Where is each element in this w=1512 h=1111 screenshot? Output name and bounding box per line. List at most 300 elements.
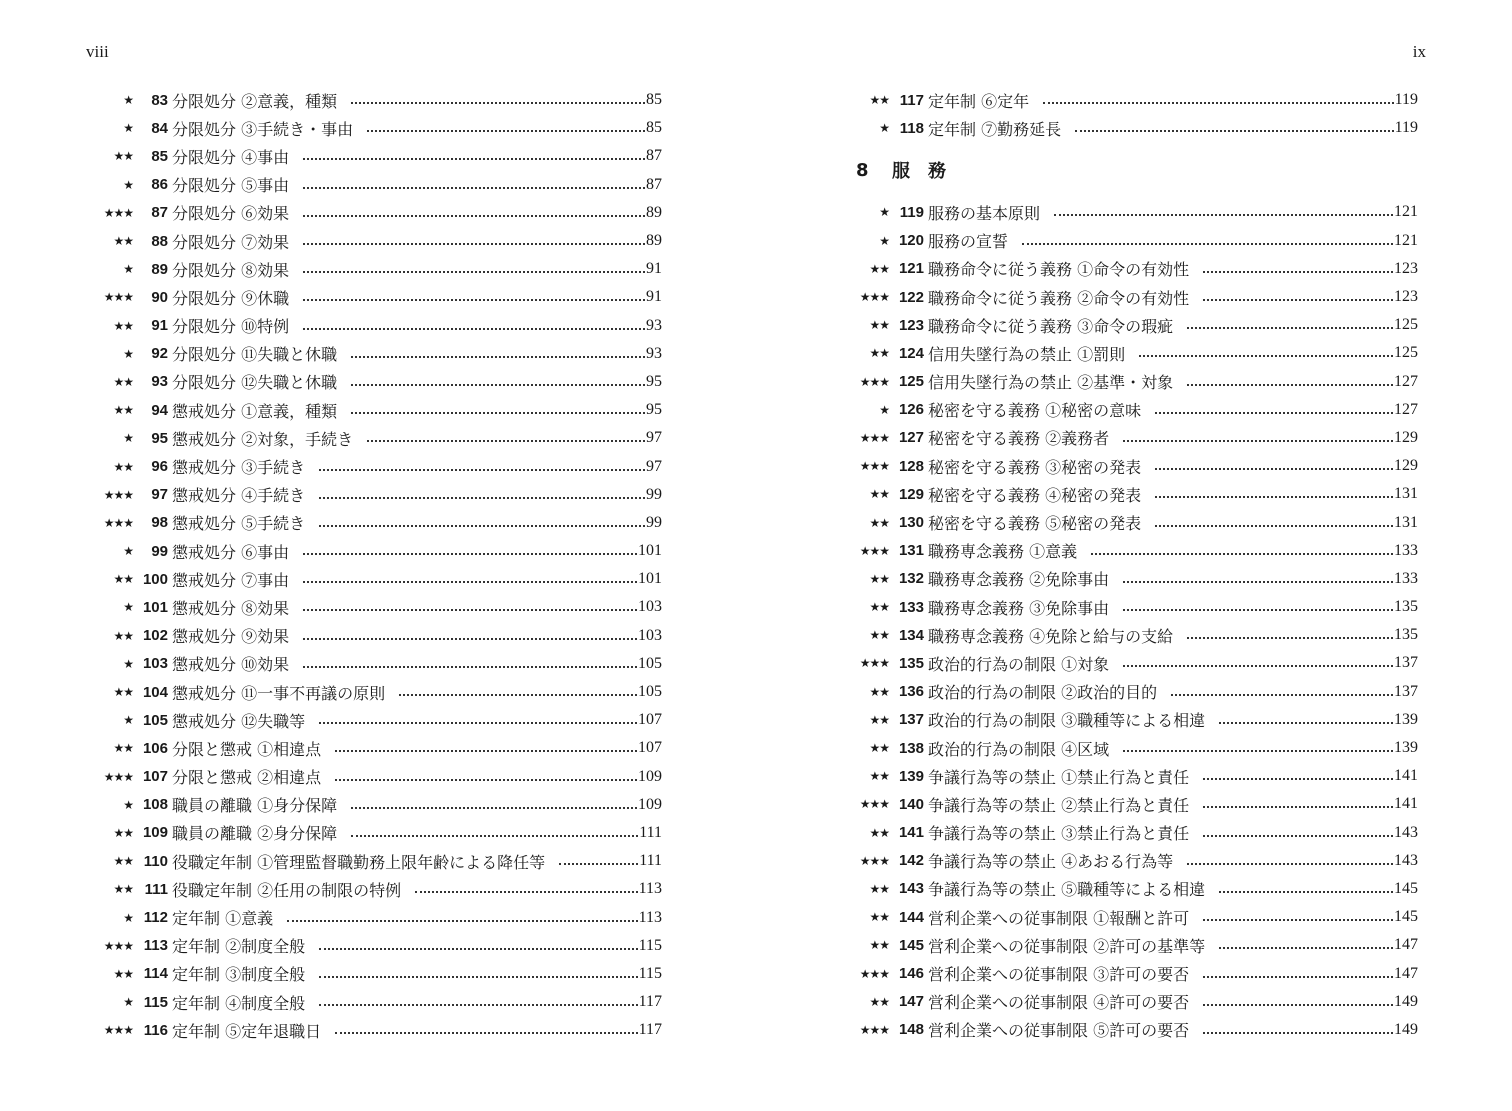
importance-stars: ★★ <box>869 261 889 276</box>
entry-page-number: 127 <box>1394 400 1418 418</box>
entry-page-number: 119 <box>1394 91 1418 109</box>
entry-title: 職務命令に従う義務 ②命令の有効性 <box>928 288 1190 308</box>
toc-entry[interactable] <box>96 283 662 311</box>
toc-entry[interactable] <box>96 227 662 255</box>
toc-entry[interactable] <box>852 931 1418 959</box>
toc-entry[interactable] <box>852 86 1418 114</box>
toc-entry[interactable] <box>96 396 662 424</box>
entry-page-number: 145 <box>1394 879 1418 897</box>
entry-page-number: 133 <box>1394 569 1418 587</box>
entry-page-number: 127 <box>1394 372 1418 390</box>
entry-title: 職員の離職 ①身分保障 <box>172 796 338 816</box>
importance-stars: ★ <box>123 93 133 108</box>
toc-entry[interactable] <box>852 480 1418 508</box>
importance-stars: ★ <box>879 205 889 220</box>
toc-entry[interactable] <box>852 508 1418 536</box>
entry-title: 懲戒処分 ⑪一事不再議の原則 <box>172 683 386 703</box>
importance-stars: ★ <box>123 544 133 559</box>
dot-leader <box>1203 919 1393 921</box>
section-title: 服務 <box>892 161 964 183</box>
entry-number: 85 <box>151 147 168 165</box>
entry-number: 128 <box>898 457 924 475</box>
dot-leader <box>367 440 645 442</box>
toc-entry[interactable] <box>852 537 1418 565</box>
importance-stars: ★★ <box>869 515 889 530</box>
entry-title: 争議行為等の禁止 ③禁止行為と責任 <box>928 824 1190 844</box>
entry-number: 127 <box>898 429 924 447</box>
toc-entry[interactable] <box>852 198 1418 226</box>
dot-leader <box>1075 130 1394 132</box>
entry-page-number: 117 <box>638 1021 662 1039</box>
entry-title: 懲戒処分 ①意義，種類 <box>172 401 338 421</box>
dot-leader <box>1022 243 1393 245</box>
entry-number: 90 <box>151 288 168 306</box>
entry-title: 信用失墜行為の禁止 ①罰則 <box>928 344 1126 364</box>
entry-title: 定年制 ⑤定年退職日 <box>172 1021 322 1041</box>
importance-stars: ★★ <box>869 600 889 615</box>
entry-number: 115 <box>143 993 168 1011</box>
entry-number: 134 <box>898 626 924 644</box>
toc-entry[interactable] <box>852 1016 1418 1044</box>
toc-entry[interactable] <box>96 678 662 706</box>
entry-number: 117 <box>899 91 924 109</box>
toc-entry[interactable] <box>96 199 662 227</box>
entry-page-number: 115 <box>638 964 662 982</box>
entry-number: 120 <box>898 232 924 250</box>
entry-number: 101 <box>142 598 168 616</box>
dot-leader <box>1203 976 1393 978</box>
toc-entry[interactable] <box>852 847 1418 875</box>
entry-page-number: 97 <box>646 429 662 447</box>
toc-entry[interactable] <box>96 622 662 650</box>
entry-page-number: 89 <box>646 232 662 250</box>
importance-stars: ★★★ <box>103 515 133 530</box>
dot-leader <box>1219 891 1393 893</box>
entry-page-number: 117 <box>638 993 662 1011</box>
dot-leader <box>303 158 645 160</box>
importance-stars: ★★ <box>113 459 133 474</box>
toc-entry[interactable] <box>96 650 662 678</box>
toc-entry[interactable] <box>96 988 662 1016</box>
dot-leader <box>367 130 645 132</box>
dot-leader <box>1203 835 1393 837</box>
entry-title: 分限と懲戒 ②相違点 <box>172 768 322 788</box>
toc-entry[interactable] <box>96 171 662 199</box>
toc-entry[interactable] <box>96 142 662 170</box>
toc-entry[interactable] <box>96 593 662 621</box>
toc-entry[interactable] <box>96 424 662 452</box>
importance-stars: ★ <box>123 177 133 192</box>
toc-entry[interactable] <box>96 819 662 847</box>
toc-entry[interactable] <box>96 706 662 734</box>
importance-stars: ★★★ <box>103 1023 133 1038</box>
entry-title: 営利企業への従事制限 ③許可の要否 <box>928 965 1190 985</box>
importance-stars: ★★ <box>869 741 889 756</box>
entry-title: 政治的行為の制限 ④区域 <box>928 739 1110 759</box>
toc-entry[interactable] <box>96 932 662 960</box>
importance-stars: ★★ <box>869 881 889 896</box>
right-toc-column <box>852 86 1418 1044</box>
entry-title: 分限処分 ⑫失職と休職 <box>172 373 338 393</box>
entry-title: 分限処分 ⑨休職 <box>172 288 290 308</box>
importance-stars: ★ <box>123 600 133 615</box>
entry-page-number: 145 <box>1394 908 1418 926</box>
entry-title: 定年制 ③制度全般 <box>172 965 306 985</box>
toc-entry[interactable] <box>96 903 662 931</box>
dot-leader <box>1203 299 1393 301</box>
entry-number: 148 <box>898 1021 924 1039</box>
entry-title: 争議行為等の禁止 ④あおる行為等 <box>928 852 1174 872</box>
entry-page-number: 121 <box>1394 203 1418 221</box>
importance-stars: ★★ <box>869 712 889 727</box>
entry-number: 96 <box>151 458 168 476</box>
entry-page-number: 119 <box>1394 119 1418 137</box>
entry-title: 分限処分 ⑧効果 <box>172 260 290 280</box>
entry-number: 88 <box>151 232 168 250</box>
toc-entry[interactable] <box>852 311 1418 339</box>
section-heading <box>852 142 1418 198</box>
dot-leader <box>303 609 637 611</box>
toc-entry[interactable] <box>96 114 662 142</box>
toc-entry[interactable] <box>852 678 1418 706</box>
toc-entry[interactable] <box>96 312 662 340</box>
entry-title: 政治的行為の制限 ②政治的目的 <box>928 683 1158 703</box>
entry-title: 服務の宣誓 <box>928 232 1009 252</box>
entry-page-number: 123 <box>1394 259 1418 277</box>
dot-leader <box>303 243 645 245</box>
dot-leader <box>1203 778 1393 780</box>
toc-entry[interactable] <box>852 368 1418 396</box>
toc-entry[interactable] <box>852 452 1418 480</box>
entry-title: 定年制 ②制度全般 <box>172 937 306 957</box>
toc-entry[interactable] <box>852 762 1418 790</box>
importance-stars: ★★★ <box>859 853 889 868</box>
entry-page-number: 143 <box>1394 851 1418 869</box>
entry-page-number: 93 <box>646 316 662 334</box>
entry-title: 秘密を守る義務 ③秘密の発表 <box>928 457 1142 477</box>
entry-page-number: 91 <box>646 260 662 278</box>
entry-title: 懲戒処分 ⑤手続き <box>172 514 306 534</box>
toc-entry[interactable] <box>96 960 662 988</box>
entry-number: 89 <box>151 260 168 278</box>
toc-entry[interactable] <box>96 763 662 791</box>
entry-number: 123 <box>898 316 924 334</box>
dot-leader <box>1203 271 1393 273</box>
dot-leader <box>351 102 645 104</box>
dot-leader <box>319 722 637 724</box>
entry-title: 職務専念義務 ①意義 <box>928 542 1078 562</box>
entry-title: 分限処分 ⑤事由 <box>172 176 290 196</box>
entry-number: 121 <box>898 260 924 278</box>
entry-number: 108 <box>142 796 168 814</box>
entry-page-number: 125 <box>1394 316 1418 334</box>
entry-page-number: 147 <box>1394 964 1418 982</box>
importance-stars: ★★★ <box>859 543 889 558</box>
importance-stars: ★★ <box>113 825 133 840</box>
dot-leader <box>319 497 645 499</box>
importance-stars: ★★ <box>869 684 889 699</box>
entry-page-number: 105 <box>638 683 662 701</box>
importance-stars: ★★ <box>869 938 889 953</box>
toc-entry[interactable] <box>852 790 1418 818</box>
entry-number: 94 <box>151 401 168 419</box>
entry-title: 職務命令に従う義務 ①命令の有効性 <box>928 260 1190 280</box>
entry-page-number: 147 <box>1394 936 1418 954</box>
toc-entry[interactable] <box>852 706 1418 734</box>
entry-title: 争議行為等の禁止 ⑤職種等による相違 <box>928 880 1206 900</box>
entry-number: 140 <box>898 795 924 813</box>
dot-leader <box>1139 355 1393 357</box>
entry-title: 懲戒処分 ⑧効果 <box>172 598 290 618</box>
entry-number: 91 <box>151 317 168 335</box>
toc-entry[interactable] <box>96 255 662 283</box>
entry-page-number: 87 <box>646 147 662 165</box>
toc-entry[interactable] <box>96 368 662 396</box>
entry-title: 定年制 ④制度全般 <box>172 993 306 1013</box>
toc-entry[interactable] <box>96 537 662 565</box>
entry-title: 分限処分 ②意義，種類 <box>172 91 338 111</box>
entry-number: 144 <box>898 908 924 926</box>
importance-stars: ★★ <box>113 685 133 700</box>
entry-title: 懲戒処分 ④手続き <box>172 486 306 506</box>
importance-stars: ★★★ <box>103 487 133 502</box>
entry-page-number: 129 <box>1394 428 1418 446</box>
toc-entry[interactable] <box>852 114 1418 142</box>
entry-title: 分限処分 ③手続き・事由 <box>172 119 354 139</box>
entry-title: 懲戒処分 ⑫失職等 <box>172 711 306 731</box>
importance-stars: ★ <box>123 346 133 361</box>
entry-page-number: 141 <box>1394 795 1418 813</box>
toc-entry[interactable] <box>96 86 662 114</box>
entry-number: 83 <box>151 91 168 109</box>
entry-page-number: 95 <box>646 372 662 390</box>
toc-entry[interactable] <box>96 340 662 368</box>
entry-number: 107 <box>142 768 168 786</box>
entry-title: 職務専念義務 ③免除事由 <box>928 598 1110 618</box>
dot-leader <box>1155 412 1393 414</box>
dot-leader <box>335 1032 638 1034</box>
entry-number: 99 <box>151 542 168 560</box>
entry-page-number: 111 <box>639 823 662 841</box>
entry-number: 109 <box>142 824 168 842</box>
dot-leader <box>319 469 645 471</box>
entry-title: 秘密を守る義務 ①秘密の意味 <box>928 401 1142 421</box>
toc-entry[interactable] <box>852 255 1418 283</box>
entry-title: 分限処分 ⑥効果 <box>172 204 290 224</box>
entry-number: 147 <box>898 993 924 1011</box>
entry-page-number: 99 <box>646 485 662 503</box>
importance-stars: ★★★ <box>859 430 889 445</box>
toc-entry[interactable] <box>852 959 1418 987</box>
dot-leader <box>1219 947 1393 949</box>
entry-title: 分限処分 ④事由 <box>172 147 290 167</box>
importance-stars: ★★★ <box>103 769 133 784</box>
importance-stars: ★ <box>123 995 133 1010</box>
entry-title: 分限処分 ⑩特例 <box>172 317 290 337</box>
dot-leader <box>1155 468 1393 470</box>
dot-leader <box>287 920 638 922</box>
entry-title: 懲戒処分 ⑦事由 <box>172 570 290 590</box>
importance-stars: ★★★ <box>859 966 889 981</box>
entry-number: 136 <box>898 683 924 701</box>
toc-entry[interactable] <box>96 875 662 903</box>
entry-number: 86 <box>151 176 168 194</box>
entry-page-number: 109 <box>638 795 662 813</box>
entry-number: 84 <box>151 119 168 137</box>
dot-leader <box>303 187 645 189</box>
importance-stars: ★ <box>879 233 889 248</box>
entry-page-number: 85 <box>646 91 662 109</box>
importance-stars: ★ <box>123 431 133 446</box>
dot-leader <box>1203 1004 1393 1006</box>
entry-number: 132 <box>898 570 924 588</box>
importance-stars: ★ <box>879 121 889 136</box>
toc-entry[interactable] <box>852 424 1418 452</box>
entry-number: 142 <box>898 852 924 870</box>
entry-page-number: 107 <box>638 711 662 729</box>
entry-number: 118 <box>899 119 924 137</box>
entry-number: 145 <box>898 936 924 954</box>
importance-stars: ★★ <box>113 572 133 587</box>
entry-number: 146 <box>898 965 924 983</box>
dot-leader <box>351 412 645 414</box>
entry-page-number: 143 <box>1394 823 1418 841</box>
entry-page-number: 99 <box>646 513 662 531</box>
dot-leader <box>303 215 645 217</box>
entry-title: 政治的行為の制限 ①対象 <box>928 654 1110 674</box>
entry-title: 定年制 ⑥定年 <box>928 91 1030 111</box>
dot-leader <box>399 694 637 696</box>
importance-stars: ★★★ <box>859 797 889 812</box>
importance-stars: ★★ <box>869 93 889 108</box>
toc-entry[interactable] <box>96 847 662 875</box>
importance-stars: ★★★ <box>859 290 889 305</box>
entry-page-number: 139 <box>1394 710 1418 728</box>
toc-entry[interactable] <box>852 649 1418 677</box>
left-page-number: viii <box>86 42 109 61</box>
dot-leader <box>303 553 637 555</box>
dot-leader <box>351 356 645 358</box>
entry-page-number: 109 <box>638 767 662 785</box>
entry-title: 政治的行為の制限 ③職種等による相違 <box>928 711 1206 731</box>
importance-stars: ★★ <box>113 234 133 249</box>
entry-page-number: 115 <box>638 936 662 954</box>
entry-page-number: 97 <box>646 457 662 475</box>
toc-entry[interactable] <box>96 481 662 509</box>
dot-leader <box>1123 609 1393 611</box>
dot-leader <box>319 1004 638 1006</box>
entry-page-number: 101 <box>638 542 662 560</box>
dot-leader <box>1043 102 1394 104</box>
toc-entry[interactable] <box>96 452 662 480</box>
toc-entry[interactable] <box>852 396 1418 424</box>
entry-title: 争議行為等の禁止 ②禁止行為と責任 <box>928 795 1190 815</box>
toc-entry[interactable] <box>852 593 1418 621</box>
importance-stars: ★ <box>123 121 133 136</box>
section-number: 8 <box>856 159 869 181</box>
importance-stars: ★ <box>123 656 133 671</box>
dot-leader <box>303 581 637 583</box>
entry-number: 95 <box>151 429 168 447</box>
entry-number: 143 <box>898 880 924 898</box>
entry-title: 職務専念義務 ②免除事由 <box>928 570 1110 590</box>
toc-entry[interactable] <box>852 227 1418 255</box>
entry-title: 役職定年制 ①管理監督職勤務上限年齢による降任等 <box>172 852 546 872</box>
entry-title: 服務の基本原則 <box>928 203 1041 223</box>
entry-number: 133 <box>898 598 924 616</box>
entry-title: 分限処分 ⑪失職と休職 <box>172 345 338 365</box>
entry-title: 懲戒処分 ⑥事由 <box>172 542 290 562</box>
dot-leader <box>1123 440 1393 442</box>
entry-title: 定年制 ⑦勤務延長 <box>928 119 1062 139</box>
toc-entry[interactable] <box>852 283 1418 311</box>
entry-number: 124 <box>898 344 924 362</box>
importance-stars: ★★★ <box>103 938 133 953</box>
dot-leader <box>1187 327 1393 329</box>
entry-number: 104 <box>142 683 168 701</box>
entry-number: 126 <box>898 401 924 419</box>
toc-entry[interactable] <box>96 734 662 762</box>
toc-entry[interactable] <box>852 875 1418 903</box>
entry-page-number: 123 <box>1394 288 1418 306</box>
entry-number: 113 <box>143 937 168 955</box>
entry-number: 141 <box>898 824 924 842</box>
entry-page-number: 129 <box>1394 457 1418 475</box>
dot-leader <box>1123 665 1393 667</box>
toc-entry[interactable] <box>852 565 1418 593</box>
dot-leader <box>1123 581 1393 583</box>
entry-page-number: 107 <box>638 739 662 757</box>
entry-number: 122 <box>898 288 924 306</box>
toc-entry[interactable] <box>852 903 1418 931</box>
toc-entry[interactable] <box>96 791 662 819</box>
entry-number: 125 <box>898 373 924 391</box>
toc-entry[interactable] <box>852 819 1418 847</box>
entry-page-number: 111 <box>639 852 662 870</box>
entry-number: 87 <box>151 204 168 222</box>
entry-page-number: 125 <box>1394 344 1418 362</box>
importance-stars: ★ <box>879 402 889 417</box>
entry-page-number: 87 <box>646 175 662 193</box>
entry-page-number: 101 <box>638 570 662 588</box>
toc-entry[interactable] <box>96 1016 662 1044</box>
toc-entry[interactable] <box>96 509 662 537</box>
toc-entry[interactable] <box>852 621 1418 649</box>
dot-leader <box>303 638 637 640</box>
toc-entry[interactable] <box>96 565 662 593</box>
entry-title: 懲戒処分 ⑨効果 <box>172 627 290 647</box>
dot-leader <box>1155 525 1393 527</box>
toc-entry[interactable] <box>852 988 1418 1016</box>
entry-title: 営利企業への従事制限 ②許可の基準等 <box>928 936 1206 956</box>
importance-stars: ★★★ <box>859 1022 889 1037</box>
dot-leader <box>319 525 645 527</box>
dot-leader <box>1203 806 1393 808</box>
dot-leader <box>1187 863 1393 865</box>
toc-entry[interactable] <box>852 339 1418 367</box>
entry-title: 営利企業への従事制限 ④許可の要否 <box>928 993 1190 1013</box>
toc-entry[interactable] <box>852 734 1418 762</box>
entry-page-number: 85 <box>646 119 662 137</box>
entry-number: 131 <box>898 542 924 560</box>
importance-stars: ★★★ <box>859 656 889 671</box>
importance-stars: ★★ <box>113 318 133 333</box>
entry-page-number: 103 <box>638 598 662 616</box>
dot-leader <box>1187 384 1393 386</box>
entry-number: 114 <box>143 965 168 983</box>
entry-title: 分限処分 ⑦効果 <box>172 232 290 252</box>
entry-page-number: 103 <box>638 626 662 644</box>
